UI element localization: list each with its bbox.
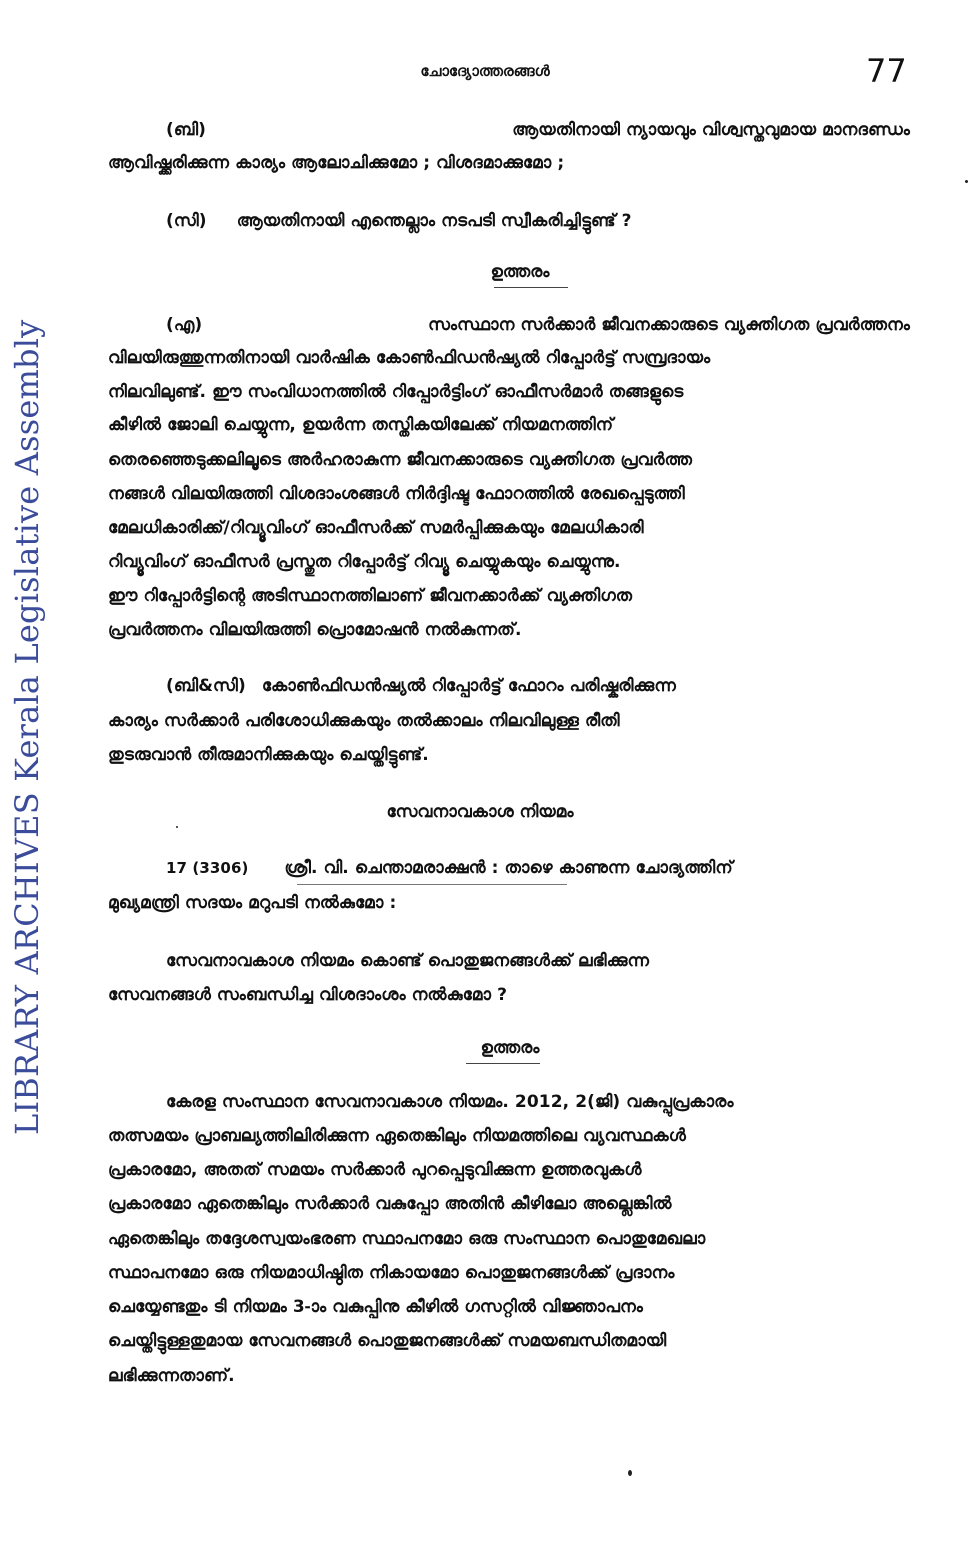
question-b-line-2: ആവിഷ്ക്കരിക്കുന്ന കാര്യം ആലോചിക്കുമോ ; വിശദമാക്കുമോ ; [108, 153, 565, 173]
question-c-text: ആയതിനായി എന്തെല്ലാം നടപടി സ്വീകരിച്ചിട്ടുണ്ട് ? [236, 211, 632, 231]
answer-2-line-8: ചെയ്തിട്ടുള്ളതുമായ സേവനങ്ങൾ പൊതുജനങ്ങൾക്ക് സമയബന്ധിതമായി [108, 1331, 667, 1351]
answer-2-line-7: ചെയ്യേണ്ടതും ടി നിയമം 3-ാം വകുപ്പിനു കീഴിൽ ഗസറ്റിൽ വിജ്ഞാപനം [108, 1297, 643, 1317]
para-a-line-4: കീഴിൽ ജോലി ചെയ്യുന്ന, ഉയർന്ന തസ്തികയിലേക്ക് നിയമനത്തിന് [108, 415, 614, 435]
para-a-line-10: പ്രവർത്തനം വിലയിരുത്തി പ്രൊമോഷൻ നൽകുന്നത്. [108, 620, 522, 640]
para-bc-line-2: കാര്യം സർക്കാർ പരിശോധിക്കുകയും തൽക്കാലം നിലവിലുള്ള രീതി [108, 711, 620, 731]
asker-underline [297, 884, 567, 885]
para-a-line-8: റിവ്യൂവിംഗ് ഓഫീസർ പ്രസ്തുത റിപ്പോർട്ട് റിവ്യൂ ചെയ്യുകയും ചെയ്യുന്നു. [108, 552, 621, 572]
page-number: 77 [866, 52, 907, 90]
para-bc-label: (ബി&സി) [166, 676, 246, 696]
para-a-label: (എ) [166, 315, 203, 335]
para-bc-text-1: കോൺഫിഡൻഷ്യൽ റിപ്പോർട്ട് ഫോറം പരിഷ്കരിക്കുന്ന [261, 676, 676, 696]
para-a-line-3: നിലവിലുണ്ട്. ഈ സംവിധാനത്തിൽ റിപ്പോർട്ടിംഗ് ഓഫീസർമാർ തങ്ങളുടെ [108, 382, 684, 402]
ink-speck [965, 180, 968, 183]
answer-2-line-2: തത്സമയം പ്രാബല്യത്തിലിരിക്കുന്ന ഏതെങ്കിലും നിയമത്തിലെ വ്യവസ്ഥകൾ [108, 1126, 686, 1146]
para-a-line-7: മേലധികാരിക്ക്/റിവ്യൂവിംഗ് ഓഫീസർക്ക് സമർപ്പിക്കുകയും മേലധികാരി [108, 518, 644, 538]
para-bc-line-1 [166, 676, 676, 696]
running-head: ചോദ്യോത്തരങ്ങൾ [420, 62, 550, 80]
question-c-label: (സി) [166, 211, 207, 231]
question-17-asker: ശ്രീ. വി. ചെന്താമരാക്ഷൻ : താഴെ കാണുന്ന ചോദ്യത്തിന് [284, 858, 733, 878]
answer-1-heading: ഉത്തരം [490, 262, 550, 282]
question-b-text: ആയതിനായി ന്യായവും വിശ്വസ്തവുമായ മാനദണ്ഡം [512, 120, 910, 140]
answer-2-line-3: പ്രകാരമോ, അതത് സമയം സർക്കാർ പുറപ്പെടുവിക്കുന്ന ഉത്തരവുകൾ [108, 1160, 642, 1180]
question-17-text-line-1: സേവനാവകാശ നിയമം കൊണ്ട് പൊതുജനങ്ങൾക്ക് ലഭിക്കുന്ന [166, 951, 650, 971]
question-b-line-1 [166, 120, 910, 140]
question-b-label: (ബി) [166, 120, 206, 140]
ink-speck [176, 826, 178, 828]
question-17-line-1 [166, 858, 733, 878]
answer-2-line-4: പ്രകാരമോ ഏതെങ്കിലും സർക്കാർ വകുപ്പോ അതിൻ കീഴിലോ അല്ലെങ്കിൽ [108, 1194, 672, 1214]
para-bc-line-3: തുടരുവാൻ തീരുമാനിക്കുകയും ചെയ്തിട്ടുണ്ട്. [108, 745, 429, 765]
question-17-text-line-2: സേവനങ്ങൾ സംബന്ധിച്ച വിശദാംശം നൽകുമോ ? [108, 985, 508, 1005]
para-a-line-6: നങ്ങൾ വിലയിരുത്തി വിശദാംശങ്ങൾ നിർദ്ദിഷ്ട ഫോറത്തിൽ രേഖപ്പെടുത്തി [108, 484, 685, 504]
answer-2-line-5: ഏതെങ്കിലും തദ്ദേശസ്വയംഭരണ സ്ഥാപനമോ ഒരു സംസ്ഥാന പൊതുമേഖലാ [108, 1229, 706, 1249]
answer-1-heading-underline [494, 287, 568, 288]
para-a-text-1: സംസ്ഥാന സർക്കാർ ജീവനക്കാരുടെ വ്യക്തിഗത പ്രവർത്തനം [428, 315, 910, 335]
section-2-title: സേവനാവകാശ നിയമം [386, 802, 574, 822]
answer-2-heading-underline [466, 1063, 540, 1064]
answer-2-line-6: സ്ഥാപനമോ ഒരു നിയമാധിഷ്ഠിത നികായമോ പൊതുജനങ്ങൾക്ക് പ്രദാനം [108, 1263, 675, 1283]
para-a-line-5: തെരഞ്ഞെടുക്കലിലൂടെ അർഹരാകുന്ന ജീവനക്കാരുടെ വ്യക്തിഗത പ്രവർത്ത [108, 450, 692, 470]
para-a-line-9: ഈ റിപ്പോർട്ടിന്റെ അടിസ്ഥാനത്തിലാണ് ജീവനക്കാർക്ക് വ്യക്തിഗത [108, 586, 633, 606]
answer-2-line-9: ലഭിക്കുന്നതാണ്. [108, 1366, 235, 1386]
ink-speck [628, 1470, 632, 1476]
library-archives-watermark: LIBRARY ARCHIVES Kerala Legislative Assembly [8, 319, 46, 1135]
para-a-line-2: വിലയിരുത്തുന്നതിനായി വാർഷിക കോൺഫിഡൻഷ്യൽ റിപ്പോർട്ട് സമ്പ്രദായം [108, 348, 711, 368]
question-17-line-2: മുഖ്യമന്ത്രി സദയം മറുപടി നൽകുമോ : [108, 893, 397, 913]
answer-2-line-1: കേരള സംസ്ഥാന സേവനാവകാശ നിയമം. 2012, 2(ജി) വകുപ്പുപ്രകാരം [166, 1092, 734, 1112]
para-a-line-1 [166, 315, 910, 335]
question-c-line [166, 211, 632, 231]
answer-2-heading: ഉത്തരം [480, 1038, 540, 1058]
question-17-number: 17 (3306) [166, 859, 249, 877]
